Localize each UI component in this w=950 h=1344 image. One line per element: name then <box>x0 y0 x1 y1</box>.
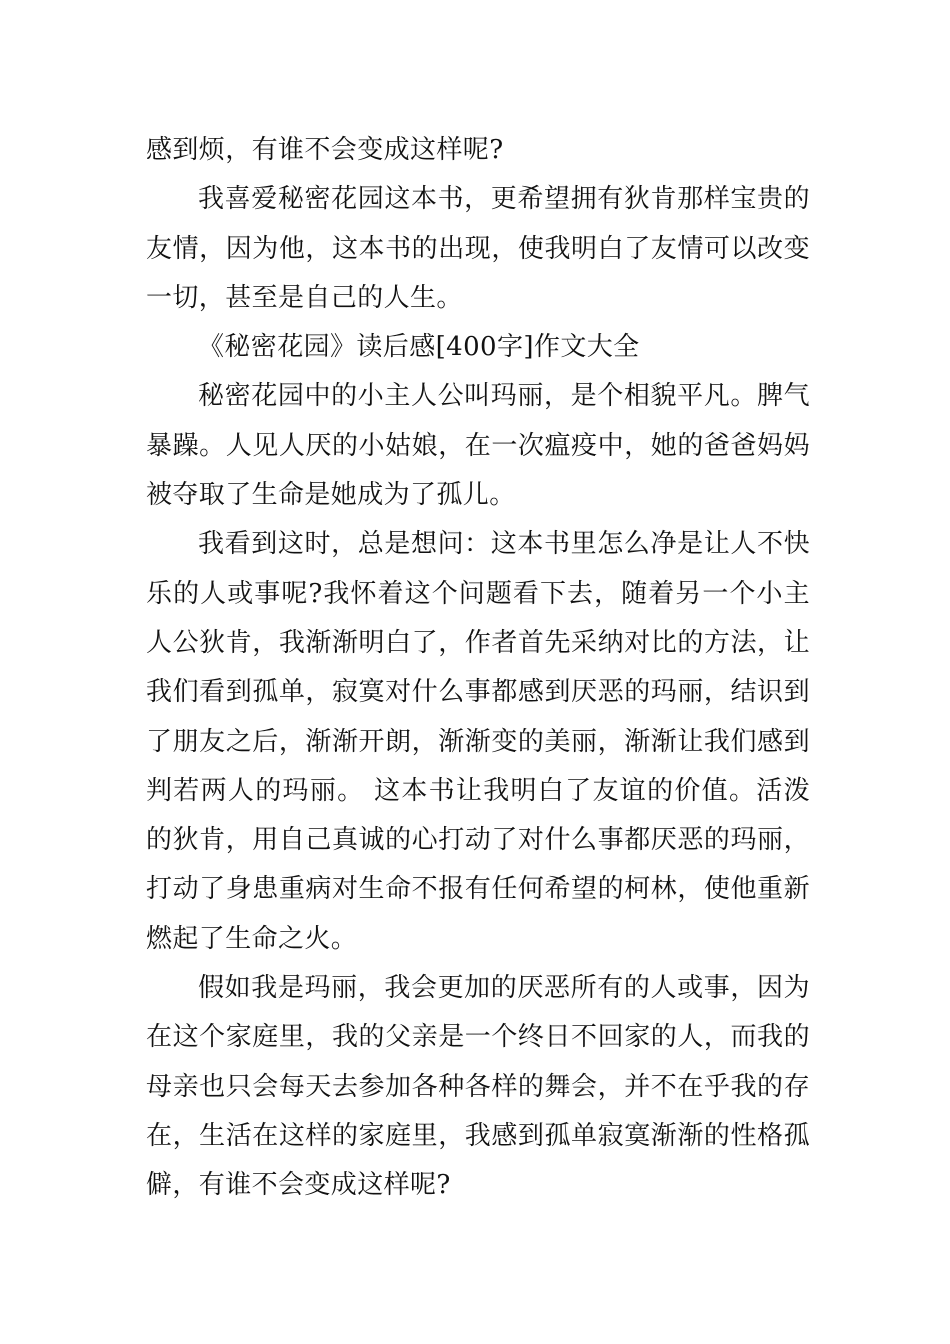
essay-title: 《秘密花园》读后感[400字]作文大全 <box>198 332 640 363</box>
paragraph-introduction: 秘密花园中的小主人公叫玛丽，是个相貌平凡。脾气暴躁。人见人厌的小姑娘，在一次瘟疫中，她的爸爸妈妈被夺取了生命是她成为了孤儿。 <box>146 381 810 511</box>
paragraph-if-i-were-mary: 假如我是玛丽，我会更加的厌恶所有的人或事，因为在这个家庭里，我的父亲是一个终日不回家的人，而我的母亲也只会每天去参加各种各样的舞会，并不在乎我的存在，生活在这样的家庭里，我感到孤单寂寞渐渐的性格孤僻，有谁不会变成这样呢? <box>146 973 810 1201</box>
paragraph-reflection: 我看到这时，总是想问：这本书里怎么净是让人不快乐的人或事呢?我怀着这个问题看下去，随着另一个小主人公狄肯，我渐渐明白了，作者首先采纳对比的方法，让我们看到孤单，寂寞对什么事都感到厌恶的玛丽，结识到了朋友之后，渐渐开朗，渐渐变的美丽，渐渐让我们感到判若两人的玛丽。 这本书让我明白了友谊的价值。活泼的狄肯，用自己真诚的心打动了对什么事都厌恶的玛丽，打动了身患重病对生命不报有任何希望的柯林，使他重新燃起了生命之火。 <box>146 529 810 954</box>
paragraph-love-of-book: 我喜爱秘密花园这本书，更希望拥有狄肯那样宝贵的友情，因为他，这本书的出现，使我明白了友情可以改变一切，甚至是自己的人生。 <box>146 184 810 313</box>
document-body <box>146 126 810 1211</box>
paragraph-continuation: 感到烦，有谁不会变成这样呢? <box>146 135 504 165</box>
